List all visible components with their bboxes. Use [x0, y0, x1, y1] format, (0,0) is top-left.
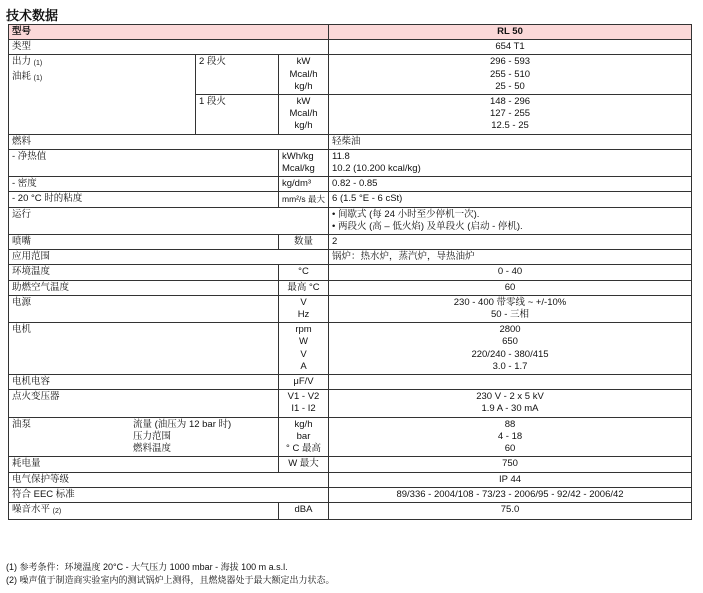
noise-label: 噪音水平 (2) — [9, 502, 279, 519]
ambient-unit: °C — [279, 265, 329, 280]
consumption-value: 750 — [329, 457, 692, 472]
motor-cap-value — [329, 375, 692, 390]
table-row — [9, 192, 692, 207]
page-title: 技术数据 — [6, 8, 59, 23]
table-row — [9, 502, 692, 519]
pump-label: 油泵 — [12, 418, 32, 430]
eec-label: 符合 EEC 标准 — [9, 487, 329, 502]
table-row — [9, 472, 692, 487]
table-row — [9, 207, 692, 234]
stage2-units: kW Mcal/h kg/h — [279, 55, 329, 95]
eec-value: 89/336 - 2004/108 - 73/23 - 2006/95 - 92/42 - 2006/42 — [329, 487, 692, 502]
nozzle-unit: 数量 — [279, 235, 329, 250]
fuel-label: 燃料 — [9, 134, 329, 149]
viscosity-value: 6 (1.5 °E - 6 cSt) — [329, 192, 692, 207]
table-row — [9, 375, 692, 390]
type-value: 654 T1 — [329, 40, 692, 55]
footnote-1: (1) 参考条件：环境温度 20°C - 大气压力 1000 mbar - 海拔 100 m a.s.l. — [6, 562, 288, 572]
header-model: RL 50 — [329, 25, 692, 40]
motor-cap-label: 电机电容 — [9, 375, 279, 390]
net-heat-values: 11.8 10.2 (10.200 kcal/kg) — [329, 149, 692, 176]
density-label: - 密度 — [9, 177, 279, 192]
table-row — [9, 55, 692, 95]
combustion-air-value: 60 — [329, 280, 692, 295]
stage1-units: kW Mcal/h kg/h — [279, 95, 329, 135]
type-label: 类型 — [9, 40, 329, 55]
pump-values: 88 4 - 18 60 — [329, 417, 692, 457]
density-value: 0.82 - 0.85 — [329, 177, 692, 192]
technical-data-table — [8, 24, 692, 520]
power-supply-label: 电源 — [9, 295, 279, 322]
motor-values: 2800 650 220/240 - 380/415 3.0 - 1.7 — [329, 323, 692, 375]
net-heat-label: - 净热值 — [9, 149, 279, 176]
footnote-2: (2) 噪声值于制造商实验室内的测试锅炉上测得，且燃烧器处于最大额定出力状态。 — [6, 575, 335, 585]
output-label: 出力 (1) 油耗 (1) — [9, 55, 196, 134]
consumption-label: 耗电量 — [9, 457, 279, 472]
viscosity-label: - 20 °C 时的粘度 — [9, 192, 279, 207]
table-row — [9, 265, 692, 280]
motor-units: rpm W V A — [279, 323, 329, 375]
combustion-air-label: 助燃空气温度 — [9, 280, 279, 295]
ambient-value: 0 - 40 — [329, 265, 692, 280]
stage2-values: 296 - 593 255 - 510 25 - 50 — [329, 55, 692, 95]
table-header-row — [9, 25, 692, 40]
noise-value: 75.0 — [329, 502, 692, 519]
nozzle-value: 2 — [329, 235, 692, 250]
net-heat-units: kWh/kg Mcal/kg — [279, 149, 329, 176]
application-value: 锅炉：热水炉，蒸汽炉，导热油炉 — [329, 250, 692, 265]
table-row — [9, 295, 692, 322]
operation-value: • 间歇式 (每 24 小时至少停机一次). • 两段火 (高 – 低火焰) 及单段火 (启动 - 停机). — [329, 207, 692, 234]
ignition-label: 点火变压器 — [9, 390, 279, 417]
table-row — [9, 457, 692, 472]
pump-units: kg/h bar ° C 最高 — [279, 417, 329, 457]
pump-label-cell — [9, 417, 279, 457]
nozzle-label: 喷嘴 — [9, 235, 279, 250]
consumption-unit: W 最大 — [279, 457, 329, 472]
protection-label: 电气保护等级 — [9, 472, 329, 487]
table-row — [9, 177, 692, 192]
combustion-air-unit: 最高 °C — [279, 280, 329, 295]
ignition-units: V1 - V2 I1 - I2 — [279, 390, 329, 417]
application-label: 应用范围 — [9, 250, 329, 265]
table-row — [9, 40, 692, 55]
ambient-label: 环境温度 — [9, 265, 279, 280]
table-row — [9, 280, 692, 295]
operation-label: 运行 — [9, 207, 329, 234]
density-unit: kg/dm³ — [279, 177, 329, 192]
motor-cap-unit: μF/V — [279, 375, 329, 390]
motor-label: 电机 — [9, 323, 279, 375]
protection-value: IP 44 — [329, 472, 692, 487]
table-row — [9, 235, 692, 250]
viscosity-unit: mm²/s 最大 — [279, 192, 329, 207]
table-row — [9, 323, 692, 375]
table-row — [9, 149, 692, 176]
ignition-values: 230 V - 2 x 5 kV 1.9 A - 30 mA — [329, 390, 692, 417]
power-supply-units: V Hz — [279, 295, 329, 322]
power-supply-values: 230 - 400 带零线 ~ +/-10% 50 - 三相 — [329, 295, 692, 322]
stage1-values: 148 - 296 127 - 255 12.5 - 25 — [329, 95, 692, 135]
fuel-value: 轻柴油 — [329, 134, 692, 149]
header-label: 型号 — [9, 25, 329, 40]
footnotes — [6, 561, 335, 587]
table-row — [9, 134, 692, 149]
stage1-label: 1 段火 — [196, 95, 279, 135]
table-row — [9, 487, 692, 502]
noise-unit: dBA — [279, 502, 329, 519]
stage2-label: 2 段火 — [196, 55, 279, 95]
table-row — [9, 417, 692, 457]
table-row — [9, 250, 692, 265]
table-row — [9, 390, 692, 417]
pump-sublabels: 流量 (油压为 12 bar 时) 压力范围 燃料温度 — [133, 418, 232, 455]
